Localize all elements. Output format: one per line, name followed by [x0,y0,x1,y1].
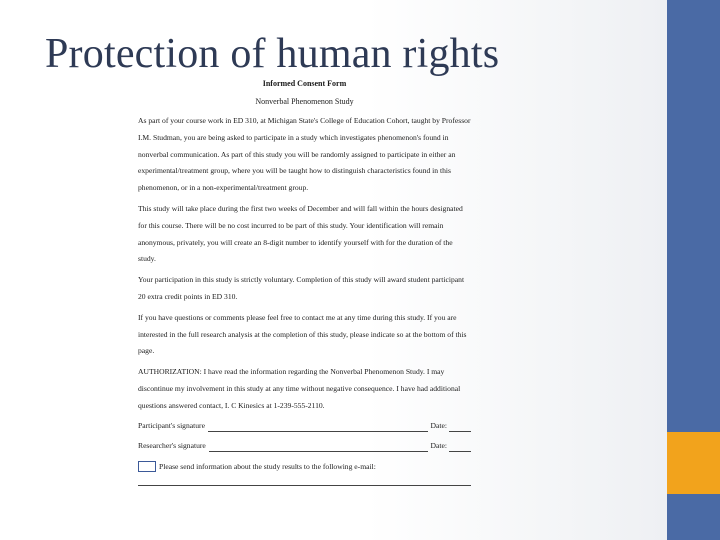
participant-signature-label: Participant's signature [138,420,205,430]
researcher-date-label: Date: [430,440,447,450]
participant-signature-line[interactable] [208,431,428,432]
form-title: Informed Consent Form [262,79,347,88]
email-request-label: Please send information about the study results to the following e-mail: [159,461,376,471]
authorization-paragraph: AUTHORIZATION: I have read the information regarding the Nonverbal Phenomenon Study. I may discontinue my involvement in this study at any time without negative consequence. I have had additional questions answered contact, I. C Kinesics at 1-239-555-2110. [138,367,461,410]
email-request-checkbox[interactable] [138,461,156,472]
email-request-row [138,459,471,476]
slide-title: Protection of human rights [45,31,500,77]
study-schedule-paragraph: This study will take place during the first two weeks of December and will fall within the hours designated for this course. There will be no cost incurred to be part of this study. Your identification will remain anonymous, privately, you will create an 8-digit number to identify yourself with for the duration of the study. [138,203,463,264]
researcher-date-line[interactable] [449,451,471,452]
participant-signature-row [138,421,471,435]
contact-paragraph: If you have questions or comments please feel free to contact me at any time during this study. If you are interested in the full research analysis at the completion of this study, please indicate so at the bottom of this page. [138,312,467,356]
participation-paragraph: Your participation in this study is strictly voluntary. Completion of this study will award student participant 20 extra credit points in ED 310. [138,275,465,301]
form-subtitle: Nonverbal Phenomenon Study [255,97,354,106]
study-description-paragraph: As part of your course work in ED 310, at Michigan State's College of Education Cohort, taught by Professor I.M. Studman, you are being asked to participate in a study which investigates phenomenon's found in nonverbal communication. As part of this study you will be randomly assigned to participate in either an experimental/treatment group, where you will be taught how to distinguish characteristics found in this phenomenon, or in a non-experimental/treatment group. [138,116,471,193]
consent-form-document [138,79,471,489]
researcher-signature-row [138,441,471,455]
participant-date-line[interactable] [449,431,471,432]
email-entry-line[interactable] [138,485,471,486]
side-accent-block [667,432,720,494]
researcher-signature-label: Researcher's signature [138,440,206,450]
researcher-signature-line[interactable] [209,451,428,452]
participant-date-label: Date: [430,420,447,430]
